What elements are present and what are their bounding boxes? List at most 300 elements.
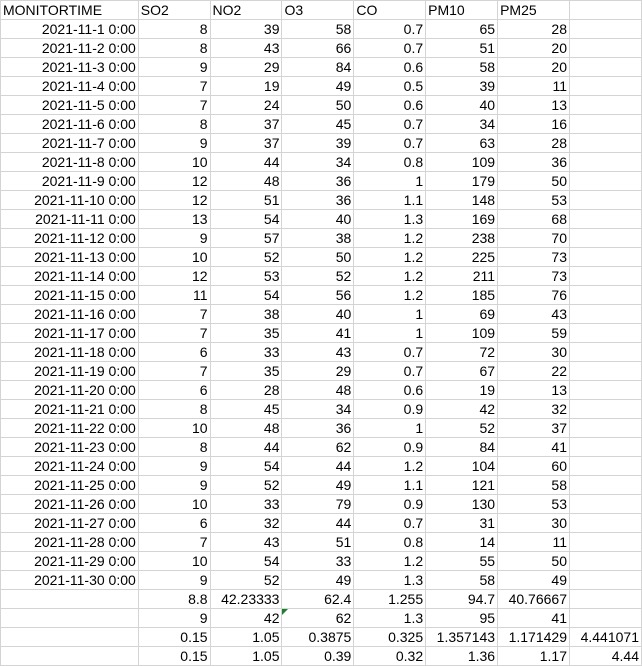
cell-monitortime[interactable]: 2021-11-22 0:00: [1, 419, 139, 438]
cell-pm10[interactable]: 225: [426, 248, 498, 267]
table-row: [1, 476, 642, 495]
cell-pm25[interactable]: 68: [498, 210, 570, 229]
header-cell-extra[interactable]: [570, 1, 642, 20]
cell-extra[interactable]: [570, 267, 642, 286]
cell-so2[interactable]: 10: [138, 495, 210, 514]
cell-no2[interactable]: 35: [210, 324, 282, 343]
cell-pm25[interactable]: 58: [498, 476, 570, 495]
cell-extra[interactable]: [570, 172, 642, 191]
cell-pm25[interactable]: 49: [498, 571, 570, 590]
cell-monitortime[interactable]: 2021-11-15 0:00: [1, 286, 139, 305]
cell-co[interactable]: 0.9: [354, 495, 426, 514]
table-row: [1, 20, 642, 39]
cell-co[interactable]: 0.9: [354, 438, 426, 457]
cell-o3[interactable]: 45: [282, 115, 354, 134]
cell-monitortime[interactable]: 2021-11-26 0:00: [1, 495, 139, 514]
cell-pm25[interactable]: 40.76667: [498, 590, 570, 609]
cell-so2[interactable]: 9: [138, 58, 210, 77]
cell-extra[interactable]: [570, 153, 642, 172]
cell-extra[interactable]: [570, 495, 642, 514]
cell-co[interactable]: 0.5: [354, 77, 426, 96]
cell-extra[interactable]: [570, 286, 642, 305]
cell-co[interactable]: 0.6: [354, 58, 426, 77]
cell-no2[interactable]: 19: [210, 77, 282, 96]
cell-so2[interactable]: 9: [138, 571, 210, 590]
cell-o3[interactable]: 50: [282, 248, 354, 267]
cell-extra[interactable]: [570, 609, 642, 628]
cell-o3[interactable]: 62: [282, 438, 354, 457]
cell-o3[interactable]: 62: [282, 609, 354, 628]
cell-monitortime[interactable]: 2021-11-1 0:00: [1, 20, 139, 39]
cell-extra[interactable]: [570, 590, 642, 609]
cell-pm25[interactable]: 41: [498, 438, 570, 457]
cell-so2[interactable]: 7: [138, 96, 210, 115]
header-row: [1, 1, 642, 20]
cell-so2[interactable]: 0.15: [138, 628, 210, 647]
cell-pm10[interactable]: 65: [426, 20, 498, 39]
cell-monitortime[interactable]: 2021-11-20 0:00: [1, 381, 139, 400]
cell-pm10[interactable]: 14: [426, 533, 498, 552]
cell-so2[interactable]: 7: [138, 77, 210, 96]
cell-pm10[interactable]: 1.36: [426, 647, 498, 666]
cell-so2[interactable]: 10: [138, 153, 210, 172]
table-row: [1, 39, 642, 58]
table-row: [1, 115, 642, 134]
cell-o3[interactable]: 49: [282, 77, 354, 96]
cell-monitortime[interactable]: 2021-11-17 0:00: [1, 324, 139, 343]
cell-monitortime[interactable]: 2021-11-13 0:00: [1, 248, 139, 267]
cell-monitortime[interactable]: [1, 628, 139, 647]
cell-no2[interactable]: 28: [210, 381, 282, 400]
cell-co[interactable]: 1.3: [354, 571, 426, 590]
cell-no2[interactable]: 37: [210, 115, 282, 134]
cell-pm10[interactable]: 58: [426, 58, 498, 77]
cell-monitortime[interactable]: 2021-11-30 0:00: [1, 571, 139, 590]
cell-pm10[interactable]: 1.357143: [426, 628, 498, 647]
cell-o3[interactable]: 48: [282, 381, 354, 400]
cell-o3[interactable]: 56: [282, 286, 354, 305]
cell-monitortime[interactable]: 2021-11-24 0:00: [1, 457, 139, 476]
cell-extra[interactable]: [570, 77, 642, 96]
table-row: [1, 324, 642, 343]
cell-so2[interactable]: 9: [138, 476, 210, 495]
cell-so2[interactable]: 8: [138, 20, 210, 39]
cell-co[interactable]: 0.9: [354, 400, 426, 419]
cell-so2[interactable]: 6: [138, 514, 210, 533]
cell-so2[interactable]: 11: [138, 286, 210, 305]
cell-no2[interactable]: 43: [210, 39, 282, 58]
cell-pm25[interactable]: 76: [498, 286, 570, 305]
cell-no2[interactable]: 54: [210, 286, 282, 305]
cell-no2[interactable]: 54: [210, 457, 282, 476]
cell-extra[interactable]: [570, 134, 642, 153]
cell-so2[interactable]: 10: [138, 419, 210, 438]
cell-pm10[interactable]: 19: [426, 381, 498, 400]
cell-co[interactable]: 1: [354, 305, 426, 324]
cell-o3[interactable]: 34: [282, 153, 354, 172]
cell-extra[interactable]: [570, 514, 642, 533]
cell-o3[interactable]: 51: [282, 533, 354, 552]
cell-so2[interactable]: 12: [138, 267, 210, 286]
cell-pm25[interactable]: 59: [498, 324, 570, 343]
cell-co[interactable]: 0.8: [354, 533, 426, 552]
cell-monitortime[interactable]: 2021-11-29 0:00: [1, 552, 139, 571]
cell-monitortime[interactable]: 2021-11-21 0:00: [1, 400, 139, 419]
cell-pm25[interactable]: 20: [498, 39, 570, 58]
cell-extra[interactable]: [570, 552, 642, 571]
cell-monitortime[interactable]: 2021-11-3 0:00: [1, 58, 139, 77]
cell-monitortime[interactable]: 2021-11-16 0:00: [1, 305, 139, 324]
cell-co[interactable]: 0.7: [354, 514, 426, 533]
cell-o3[interactable]: 50: [282, 96, 354, 115]
cell-monitortime[interactable]: [1, 647, 139, 666]
cell-extra[interactable]: 4.441071: [570, 628, 642, 647]
cell-co[interactable]: 1.2: [354, 457, 426, 476]
cell-o3[interactable]: 84: [282, 58, 354, 77]
cell-so2[interactable]: 7: [138, 362, 210, 381]
cell-co[interactable]: 1.2: [354, 248, 426, 267]
cell-o3[interactable]: 34: [282, 400, 354, 419]
header-cell-monitortime[interactable]: MONITORTIME: [1, 1, 139, 20]
cell-extra[interactable]: [570, 210, 642, 229]
cell-so2[interactable]: 0.15: [138, 647, 210, 666]
cell-pm10[interactable]: 121: [426, 476, 498, 495]
table-row: [1, 77, 642, 96]
cell-extra[interactable]: [570, 362, 642, 381]
cell-pm25[interactable]: 60: [498, 457, 570, 476]
cell-so2[interactable]: 9: [138, 229, 210, 248]
cell-so2[interactable]: 8: [138, 115, 210, 134]
cell-pm10[interactable]: 31: [426, 514, 498, 533]
table-row: [1, 457, 642, 476]
cell-co[interactable]: 1.2: [354, 267, 426, 286]
cell-co[interactable]: 1.1: [354, 191, 426, 210]
cell-no2[interactable]: 51: [210, 191, 282, 210]
table-row: [1, 134, 642, 153]
cell-so2[interactable]: 8: [138, 438, 210, 457]
cell-pm10[interactable]: 94.7: [426, 590, 498, 609]
cell-o3[interactable]: 66: [282, 39, 354, 58]
cell-pm25[interactable]: 41: [498, 609, 570, 628]
cell-no2[interactable]: 54: [210, 210, 282, 229]
cell-pm10[interactable]: 72: [426, 343, 498, 362]
table-row: [1, 514, 642, 533]
cell-so2[interactable]: 7: [138, 324, 210, 343]
cell-o3[interactable]: 38: [282, 229, 354, 248]
cell-pm10[interactable]: 130: [426, 495, 498, 514]
cell-pm10[interactable]: 109: [426, 153, 498, 172]
cell-no2[interactable]: 24: [210, 96, 282, 115]
cell-monitortime[interactable]: 2021-11-27 0:00: [1, 514, 139, 533]
cell-no2[interactable]: 48: [210, 172, 282, 191]
cell-so2[interactable]: 8.8: [138, 590, 210, 609]
cell-extra[interactable]: [570, 229, 642, 248]
table-row: [1, 286, 642, 305]
cell-monitortime[interactable]: 2021-11-10 0:00: [1, 191, 139, 210]
cell-extra[interactable]: [570, 419, 642, 438]
header-cell-pm10[interactable]: PM10: [426, 1, 498, 20]
cell-co[interactable]: 1.2: [354, 286, 426, 305]
cell-pm10[interactable]: 179: [426, 172, 498, 191]
cell-co[interactable]: 1.3: [354, 210, 426, 229]
cell-no2[interactable]: 44: [210, 438, 282, 457]
cell-o3[interactable]: 36: [282, 172, 354, 191]
cell-co[interactable]: 1.3: [354, 609, 426, 628]
cell-co[interactable]: 0.325: [354, 628, 426, 647]
header-cell-no2[interactable]: NO2: [210, 1, 282, 20]
cell-o3[interactable]: 0.39: [282, 647, 354, 666]
cell-co[interactable]: 0.6: [354, 381, 426, 400]
header-cell-pm25[interactable]: PM25: [498, 1, 570, 20]
cell-o3[interactable]: 79: [282, 495, 354, 514]
cell-so2[interactable]: 10: [138, 552, 210, 571]
cell-no2[interactable]: 35: [210, 362, 282, 381]
cell-co[interactable]: 1.2: [354, 552, 426, 571]
cell-pm10[interactable]: 211: [426, 267, 498, 286]
cell-pm25[interactable]: 1.171429: [498, 628, 570, 647]
cell-so2[interactable]: 7: [138, 533, 210, 552]
cell-co[interactable]: 1: [354, 419, 426, 438]
cell-pm10[interactable]: 55: [426, 552, 498, 571]
table-row: [1, 210, 642, 229]
cell-no2[interactable]: 42.23333: [210, 590, 282, 609]
header-cell-so2[interactable]: SO2: [138, 1, 210, 20]
cell-co[interactable]: 1.1: [354, 476, 426, 495]
cell-extra[interactable]: [570, 400, 642, 419]
cell-monitortime[interactable]: 2021-11-2 0:00: [1, 39, 139, 58]
cell-monitortime[interactable]: 2021-11-12 0:00: [1, 229, 139, 248]
cell-no2[interactable]: 52: [210, 248, 282, 267]
cell-pm25[interactable]: 11: [498, 77, 570, 96]
cell-pm10[interactable]: 34: [426, 115, 498, 134]
cell-no2[interactable]: 43: [210, 533, 282, 552]
cell-pm10[interactable]: 148: [426, 191, 498, 210]
cell-monitortime[interactable]: 2021-11-8 0:00: [1, 153, 139, 172]
cell-co[interactable]: 0.7: [354, 39, 426, 58]
cell-no2[interactable]: 39: [210, 20, 282, 39]
cell-so2[interactable]: 8: [138, 400, 210, 419]
cell-so2[interactable]: 12: [138, 191, 210, 210]
cell-pm25[interactable]: 53: [498, 191, 570, 210]
cell-co[interactable]: 0.7: [354, 343, 426, 362]
cell-o3[interactable]: 36: [282, 419, 354, 438]
cell-co[interactable]: 1.255: [354, 590, 426, 609]
cell-pm10[interactable]: 169: [426, 210, 498, 229]
cell-pm10[interactable]: 58: [426, 571, 498, 590]
cell-no2[interactable]: 45: [210, 400, 282, 419]
cell-o3[interactable]: 49: [282, 476, 354, 495]
cell-o3[interactable]: 40: [282, 210, 354, 229]
cell-co[interactable]: 0.7: [354, 20, 426, 39]
cell-monitortime[interactable]: 2021-11-4 0:00: [1, 77, 139, 96]
cell-extra[interactable]: [570, 248, 642, 267]
cell-pm25[interactable]: 36: [498, 153, 570, 172]
cell-no2[interactable]: 33: [210, 495, 282, 514]
cell-so2[interactable]: 13: [138, 210, 210, 229]
cell-no2[interactable]: 33: [210, 343, 282, 362]
cell-no2[interactable]: 52: [210, 476, 282, 495]
cell-extra[interactable]: [570, 191, 642, 210]
cell-pm10[interactable]: 51: [426, 39, 498, 58]
cell-no2[interactable]: 32: [210, 514, 282, 533]
cell-pm25[interactable]: 32: [498, 400, 570, 419]
cell-extra[interactable]: [570, 571, 642, 590]
cell-extra[interactable]: [570, 324, 642, 343]
cell-pm10[interactable]: 40: [426, 96, 498, 115]
cell-pm10[interactable]: 42: [426, 400, 498, 419]
cell-o3[interactable]: 52: [282, 267, 354, 286]
cell-monitortime[interactable]: [1, 609, 139, 628]
cell-monitortime[interactable]: 2021-11-14 0:00: [1, 267, 139, 286]
cell-no2[interactable]: 38: [210, 305, 282, 324]
cell-pm10[interactable]: 104: [426, 457, 498, 476]
cell-extra[interactable]: [570, 457, 642, 476]
cell-o3[interactable]: 49: [282, 571, 354, 590]
cell-extra[interactable]: 4.44: [570, 647, 642, 666]
cell-co[interactable]: 0.32: [354, 647, 426, 666]
cell-monitortime[interactable]: 2021-11-5 0:00: [1, 96, 139, 115]
cell-pm25[interactable]: 28: [498, 20, 570, 39]
table-row: [1, 647, 642, 666]
cell-o3[interactable]: 44: [282, 514, 354, 533]
cell-so2[interactable]: 9: [138, 457, 210, 476]
cell-pm25[interactable]: 37: [498, 419, 570, 438]
cell-o3[interactable]: 40: [282, 305, 354, 324]
cell-monitortime[interactable]: 2021-11-19 0:00: [1, 362, 139, 381]
cell-pm25[interactable]: 16: [498, 115, 570, 134]
cell-no2[interactable]: 48: [210, 419, 282, 438]
cell-co[interactable]: 1: [354, 324, 426, 343]
cell-so2[interactable]: 10: [138, 248, 210, 267]
cell-o3[interactable]: 0.3875: [282, 628, 354, 647]
table-row: [1, 343, 642, 362]
cell-monitortime[interactable]: 2021-11-23 0:00: [1, 438, 139, 457]
cell-monitortime[interactable]: 2021-11-9 0:00: [1, 172, 139, 191]
cell-pm25[interactable]: 50: [498, 172, 570, 191]
cell-co[interactable]: 1: [354, 172, 426, 191]
cell-pm25[interactable]: 73: [498, 248, 570, 267]
cell-pm25[interactable]: 30: [498, 343, 570, 362]
cell-monitortime[interactable]: 2021-11-6 0:00: [1, 115, 139, 134]
cell-pm10[interactable]: 109: [426, 324, 498, 343]
cell-no2[interactable]: 37: [210, 134, 282, 153]
cell-monitortime[interactable]: 2021-11-7 0:00: [1, 134, 139, 153]
cell-pm25[interactable]: 1.17: [498, 647, 570, 666]
cell-o3[interactable]: 39: [282, 134, 354, 153]
cell-pm10[interactable]: 39: [426, 77, 498, 96]
cell-no2[interactable]: 53: [210, 267, 282, 286]
table-row: [1, 533, 642, 552]
cell-o3[interactable]: 58: [282, 20, 354, 39]
cell-pm25[interactable]: 20: [498, 58, 570, 77]
cell-o3[interactable]: 62.4: [282, 590, 354, 609]
cell-no2[interactable]: 1.05: [210, 647, 282, 666]
cell-no2[interactable]: 44: [210, 153, 282, 172]
cell-no2[interactable]: 54: [210, 552, 282, 571]
cell-monitortime[interactable]: 2021-11-11 0:00: [1, 210, 139, 229]
cell-no2[interactable]: 52: [210, 571, 282, 590]
cell-pm25[interactable]: 13: [498, 96, 570, 115]
cell-co[interactable]: 0.6: [354, 96, 426, 115]
cell-no2[interactable]: 29: [210, 58, 282, 77]
cell-co[interactable]: 0.7: [354, 134, 426, 153]
cell-co[interactable]: 1.2: [354, 229, 426, 248]
table-row: [1, 267, 642, 286]
cell-co[interactable]: 0.7: [354, 362, 426, 381]
cell-pm25[interactable]: 13: [498, 381, 570, 400]
cell-no2[interactable]: 57: [210, 229, 282, 248]
cell-extra[interactable]: [570, 115, 642, 134]
cell-so2[interactable]: 9: [138, 609, 210, 628]
cell-pm10[interactable]: 69: [426, 305, 498, 324]
cell-extra[interactable]: [570, 96, 642, 115]
cell-no2[interactable]: 42: [210, 609, 282, 628]
cell-extra[interactable]: [570, 305, 642, 324]
cell-pm25[interactable]: 50: [498, 552, 570, 571]
cell-co[interactable]: 0.7: [354, 115, 426, 134]
cell-so2[interactable]: 8: [138, 39, 210, 58]
cell-pm25[interactable]: 73: [498, 267, 570, 286]
cell-pm10[interactable]: 67: [426, 362, 498, 381]
cell-so2[interactable]: 6: [138, 343, 210, 362]
cell-so2[interactable]: 12: [138, 172, 210, 191]
table-row: [1, 590, 642, 609]
cell-pm10[interactable]: 185: [426, 286, 498, 305]
cell-extra[interactable]: [570, 533, 642, 552]
cell-o3[interactable]: 33: [282, 552, 354, 571]
cell-extra[interactable]: [570, 381, 642, 400]
cell-pm25[interactable]: 11: [498, 533, 570, 552]
cell-so2[interactable]: 9: [138, 134, 210, 153]
cell-pm10[interactable]: 95: [426, 609, 498, 628]
cell-o3[interactable]: 44: [282, 457, 354, 476]
table-row: [1, 400, 642, 419]
header-cell-o3[interactable]: O3: [282, 1, 354, 20]
cell-pm10[interactable]: 52: [426, 419, 498, 438]
cell-monitortime[interactable]: [1, 590, 139, 609]
cell-pm25[interactable]: 28: [498, 134, 570, 153]
cell-pm10[interactable]: 238: [426, 229, 498, 248]
cell-pm10[interactable]: 84: [426, 438, 498, 457]
cell-pm10[interactable]: 63: [426, 134, 498, 153]
cell-pm25[interactable]: 30: [498, 514, 570, 533]
cell-pm25[interactable]: 53: [498, 495, 570, 514]
cell-extra[interactable]: [570, 438, 642, 457]
cell-extra[interactable]: [570, 58, 642, 77]
cell-so2[interactable]: 6: [138, 381, 210, 400]
cell-pm25[interactable]: 22: [498, 362, 570, 381]
cell-o3[interactable]: 43: [282, 343, 354, 362]
table-row: [1, 381, 642, 400]
cell-extra[interactable]: [570, 476, 642, 495]
table-row: [1, 571, 642, 590]
cell-extra[interactable]: [570, 39, 642, 58]
cell-no2[interactable]: 1.05: [210, 628, 282, 647]
cell-pm25[interactable]: 70: [498, 229, 570, 248]
cell-pm25[interactable]: 43: [498, 305, 570, 324]
cell-o3[interactable]: 41: [282, 324, 354, 343]
cell-monitortime[interactable]: 2021-11-28 0:00: [1, 533, 139, 552]
cell-o3[interactable]: 29: [282, 362, 354, 381]
cell-so2[interactable]: 7: [138, 305, 210, 324]
cell-monitortime[interactable]: 2021-11-25 0:00: [1, 476, 139, 495]
cell-monitortime[interactable]: 2021-11-18 0:00: [1, 343, 139, 362]
cell-o3[interactable]: 36: [282, 191, 354, 210]
header-cell-co[interactable]: CO: [354, 1, 426, 20]
cell-extra[interactable]: [570, 20, 642, 39]
cell-extra[interactable]: [570, 343, 642, 362]
cell-co[interactable]: 0.8: [354, 153, 426, 172]
